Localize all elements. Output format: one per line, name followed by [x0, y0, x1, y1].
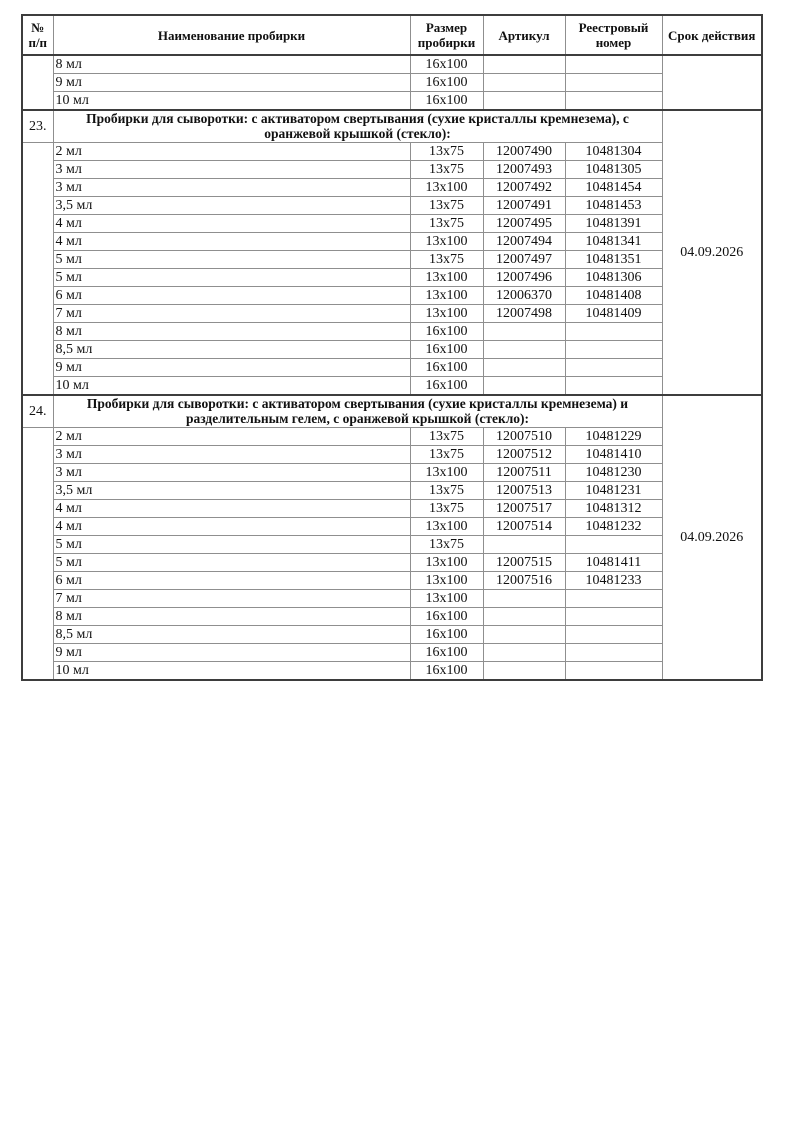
table-row [22, 74, 762, 92]
cell-registry [565, 74, 662, 92]
cell-size: 13x75 [410, 500, 483, 518]
column-header-validity: Срок действия [662, 15, 762, 55]
cell-registry: 10481341 [565, 233, 662, 251]
cell-article: 12007515 [483, 554, 565, 572]
cell-size: 13x75 [410, 446, 483, 464]
cell-article: 12007492 [483, 179, 565, 197]
cell-registry: 10481312 [565, 500, 662, 518]
cell-registry [565, 341, 662, 359]
cell-name: 3,5 мл [53, 197, 410, 215]
cell-name: 10 мл [53, 662, 410, 681]
table-row [22, 572, 762, 590]
cell-name: 8 мл [53, 323, 410, 341]
section-validity [662, 55, 762, 110]
cell-name: 3 мл [53, 464, 410, 482]
cell-size: 16x100 [410, 377, 483, 396]
cell-registry [565, 626, 662, 644]
column-header-name: Наименование пробирки [53, 15, 410, 55]
cell-registry: 10481453 [565, 197, 662, 215]
table-row [22, 554, 762, 572]
cell-article: 12007511 [483, 464, 565, 482]
table-row [22, 287, 762, 305]
cell-article: 12007512 [483, 446, 565, 464]
cell-registry [565, 377, 662, 396]
table-row [22, 215, 762, 233]
cell-name: 9 мл [53, 74, 410, 92]
cell-article: 12007514 [483, 518, 565, 536]
cell-article: 12007495 [483, 215, 565, 233]
cell-name: 4 мл [53, 233, 410, 251]
cell-article [483, 626, 565, 644]
cell-article [483, 92, 565, 111]
cell-registry: 10481230 [565, 464, 662, 482]
cell-article [483, 74, 565, 92]
cell-registry: 10481305 [565, 161, 662, 179]
cell-size: 16x100 [410, 626, 483, 644]
cell-registry: 10481408 [565, 287, 662, 305]
cell-size: 13x100 [410, 572, 483, 590]
cell-article: 12007516 [483, 572, 565, 590]
section-validity: 04.09.2026 [662, 395, 762, 680]
cell-registry [565, 55, 662, 74]
table-row [22, 608, 762, 626]
cell-article: 12007493 [483, 161, 565, 179]
tube-table [21, 14, 763, 681]
column-header-size: Размер пробирки [410, 15, 483, 55]
cell-registry [565, 590, 662, 608]
cell-size: 13x100 [410, 518, 483, 536]
cell-name: 7 мл [53, 305, 410, 323]
table-row [22, 55, 762, 74]
section-number: 23. [22, 110, 53, 143]
cell-name: 2 мл [53, 428, 410, 446]
cell-size: 16x100 [410, 55, 483, 74]
cell-name: 8,5 мл [53, 626, 410, 644]
cell-size: 13x100 [410, 554, 483, 572]
cell-registry: 10481391 [565, 215, 662, 233]
cell-size: 16x100 [410, 644, 483, 662]
cell-name: 7 мл [53, 590, 410, 608]
cell-registry: 10481232 [565, 518, 662, 536]
cell-article: 12007513 [483, 482, 565, 500]
cell-registry: 10481454 [565, 179, 662, 197]
cell-size: 13x100 [410, 233, 483, 251]
cell-registry: 10481410 [565, 446, 662, 464]
cell-article [483, 590, 565, 608]
cell-name: 5 мл [53, 554, 410, 572]
cell-size: 13x75 [410, 482, 483, 500]
cell-name: 6 мл [53, 572, 410, 590]
cell-size: 13x75 [410, 536, 483, 554]
section-number-cell [22, 428, 53, 681]
cell-article [483, 662, 565, 681]
cell-size: 16x100 [410, 662, 483, 681]
cell-registry: 10481304 [565, 143, 662, 161]
cell-size: 13x75 [410, 428, 483, 446]
cell-article [483, 377, 565, 396]
table-row [22, 269, 762, 287]
cell-size: 16x100 [410, 341, 483, 359]
cell-name: 3 мл [53, 446, 410, 464]
cell-name: 4 мл [53, 518, 410, 536]
cell-name: 8 мл [53, 608, 410, 626]
cell-size: 13x75 [410, 215, 483, 233]
cell-article [483, 55, 565, 74]
table-row [22, 359, 762, 377]
cell-name: 8,5 мл [53, 341, 410, 359]
table-row [22, 590, 762, 608]
cell-name: 3 мл [53, 179, 410, 197]
section-title-row [22, 395, 762, 428]
table-row [22, 500, 762, 518]
section-validity: 04.09.2026 [662, 110, 762, 395]
table-row [22, 92, 762, 111]
cell-article [483, 536, 565, 554]
cell-name: 6 мл [53, 287, 410, 305]
cell-registry: 10481306 [565, 269, 662, 287]
cell-name: 8 мл [53, 55, 410, 74]
column-header-number: № п/п [22, 15, 53, 55]
cell-name: 3 мл [53, 161, 410, 179]
cell-name: 4 мл [53, 215, 410, 233]
section-title: Пробирки для сыворотки: с активатором свертывания (сухие кристаллы кремнезема), с оранжевой крышкой (стекло): [53, 110, 662, 143]
table-row [22, 233, 762, 251]
cell-article [483, 323, 565, 341]
table-row [22, 536, 762, 554]
table-row [22, 341, 762, 359]
table-row [22, 644, 762, 662]
cell-name: 9 мл [53, 359, 410, 377]
cell-article [483, 341, 565, 359]
cell-size: 13x75 [410, 251, 483, 269]
cell-name: 9 мл [53, 644, 410, 662]
cell-registry [565, 536, 662, 554]
table-row [22, 482, 762, 500]
table-row [22, 161, 762, 179]
cell-name: 10 мл [53, 377, 410, 396]
cell-size: 16x100 [410, 323, 483, 341]
table-row [22, 305, 762, 323]
cell-size: 16x100 [410, 359, 483, 377]
table-row [22, 626, 762, 644]
cell-size: 13x100 [410, 305, 483, 323]
cell-article: 12007496 [483, 269, 565, 287]
cell-registry: 10481231 [565, 482, 662, 500]
cell-name: 10 мл [53, 92, 410, 111]
cell-registry [565, 323, 662, 341]
cell-registry: 10481229 [565, 428, 662, 446]
cell-size: 16x100 [410, 74, 483, 92]
table-row [22, 377, 762, 396]
cell-registry: 10481411 [565, 554, 662, 572]
cell-size: 13x100 [410, 287, 483, 305]
cell-article: 12007494 [483, 233, 565, 251]
section-number-cell [22, 55, 53, 110]
cell-article: 12007498 [483, 305, 565, 323]
section-title: Пробирки для сыворотки: с активатором свертывания (сухие кристаллы кремнезема) и разделительным гелем, с оранжевой крышкой (стекло): [53, 395, 662, 428]
cell-article: 12006370 [483, 287, 565, 305]
cell-registry: 10481233 [565, 572, 662, 590]
cell-name: 5 мл [53, 269, 410, 287]
cell-name: 3,5 мл [53, 482, 410, 500]
cell-size: 16x100 [410, 92, 483, 111]
cell-article: 12007510 [483, 428, 565, 446]
section-number: 24. [22, 395, 53, 428]
cell-size: 13x100 [410, 269, 483, 287]
column-header-article: Артикул [483, 15, 565, 55]
cell-registry [565, 644, 662, 662]
cell-name: 2 мл [53, 143, 410, 161]
tube-table-body [22, 55, 762, 680]
cell-size: 13x75 [410, 197, 483, 215]
table-row [22, 428, 762, 446]
cell-size: 13x100 [410, 179, 483, 197]
table-row [22, 197, 762, 215]
cell-registry: 10481351 [565, 251, 662, 269]
table-row [22, 518, 762, 536]
cell-registry: 10481409 [565, 305, 662, 323]
cell-registry [565, 92, 662, 111]
cell-name: 4 мл [53, 500, 410, 518]
cell-article: 12007490 [483, 143, 565, 161]
cell-size: 13x100 [410, 464, 483, 482]
table-row [22, 446, 762, 464]
cell-registry [565, 662, 662, 681]
cell-name: 5 мл [53, 536, 410, 554]
cell-article [483, 644, 565, 662]
section-title-row [22, 110, 762, 143]
table-row [22, 464, 762, 482]
cell-registry [565, 608, 662, 626]
cell-article: 12007497 [483, 251, 565, 269]
column-header-registry: Реестровый номер [565, 15, 662, 55]
cell-size: 13x100 [410, 590, 483, 608]
table-row [22, 251, 762, 269]
cell-size: 13x75 [410, 161, 483, 179]
section-number-cell [22, 143, 53, 396]
cell-article [483, 608, 565, 626]
cell-size: 16x100 [410, 608, 483, 626]
header-row [22, 15, 762, 55]
table-row [22, 179, 762, 197]
cell-article: 12007517 [483, 500, 565, 518]
table-row [22, 662, 762, 681]
cell-article: 12007491 [483, 197, 565, 215]
table-row [22, 143, 762, 161]
cell-article [483, 359, 565, 377]
cell-size: 13x75 [410, 143, 483, 161]
cell-registry [565, 359, 662, 377]
table-row [22, 323, 762, 341]
cell-name: 5 мл [53, 251, 410, 269]
